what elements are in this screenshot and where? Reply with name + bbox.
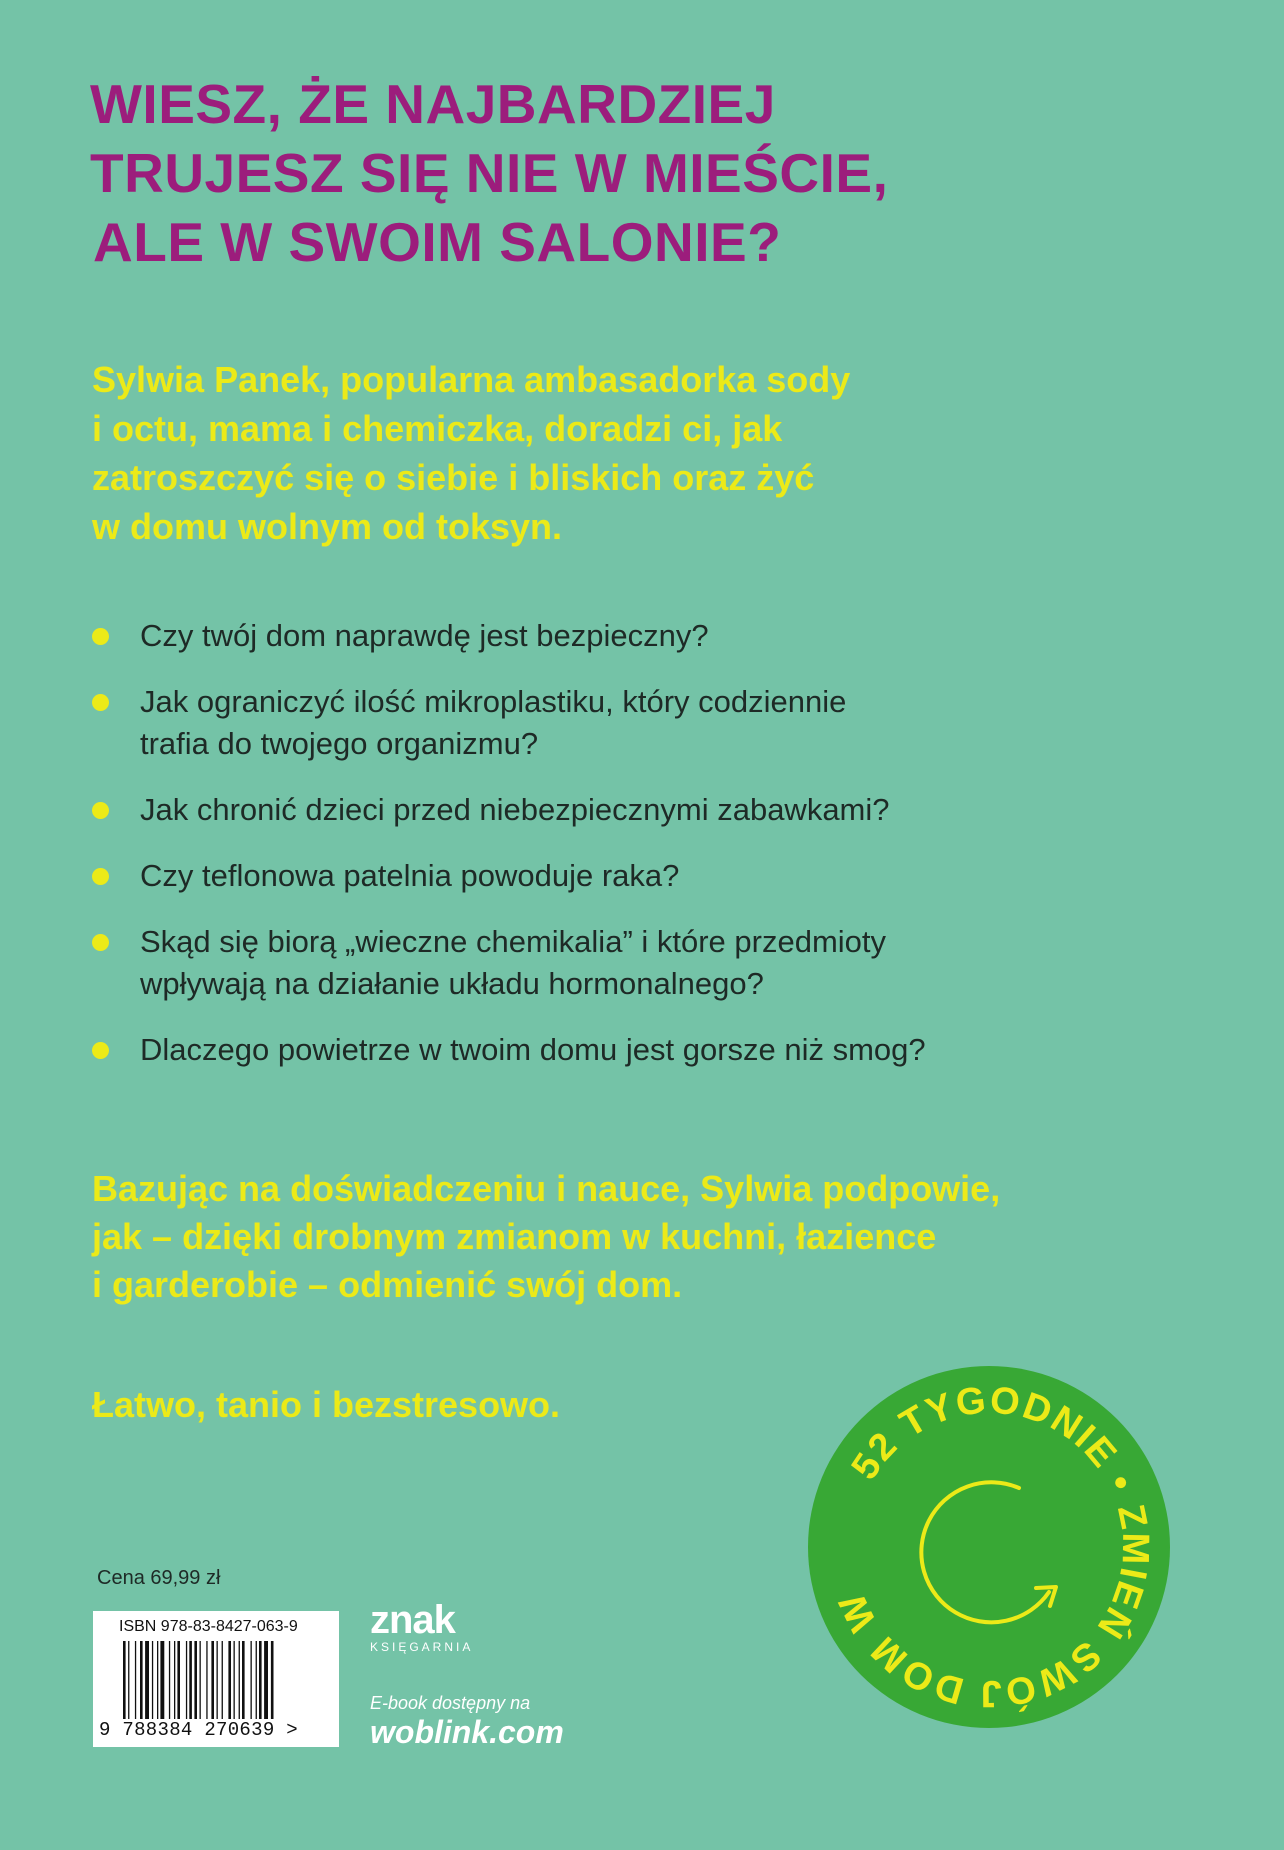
publisher-name: znak: [370, 1598, 455, 1642]
bullet-dot-icon: [92, 1042, 109, 1059]
barcode: [93, 1611, 339, 1747]
barcode-bars: [123, 1641, 313, 1719]
question-item: [92, 681, 1222, 765]
question-item: [92, 855, 1222, 897]
question-item: [92, 789, 1222, 831]
intro-paragraph: [92, 355, 1212, 551]
question-line: Czy teflonowa patelnia powoduje raka?: [140, 858, 680, 893]
question-list: [92, 615, 1222, 1095]
headline-line-2: TRUJESZ SIĘ NIE W MIEŚCIE,: [90, 142, 889, 204]
ebook-brand-logo: woblink.com: [370, 1714, 564, 1750]
question-line: Jak ograniczyć ilość mikroplastiku, który codziennie: [140, 684, 847, 719]
closing-paragraph: [92, 1165, 1212, 1309]
intro-line: i octu, mama i chemiczka, doradzi ci, jak: [92, 408, 783, 449]
headline-line-3: ALE W SWOIM SALONIE?: [93, 211, 782, 273]
bullet-dot-icon: [92, 694, 109, 711]
bullet-dot-icon: [92, 934, 109, 951]
question-line: wpływają na działanie układu hormonalnego?: [140, 966, 764, 1001]
publisher-logo: [370, 1598, 473, 1654]
closing-line: i garderobie – odmienić swój dom.: [92, 1264, 683, 1305]
intro-line: Sylwia Panek, popularna ambasadorka sody: [92, 359, 851, 400]
question-line: trafia do twojego organizmu?: [140, 726, 539, 761]
question-line: Jak chronić dzieci przed niebezpiecznymi zabawkami?: [140, 792, 890, 827]
intro-line: zatroszczyć się o siebie i bliskich oraz żyć: [92, 457, 815, 498]
closing-line: jak – dzięki drobnym zmianom w kuchni, łazience: [92, 1216, 937, 1257]
badge-text: 52 TYGODNIE • ZMIEŃ SWÓJ DOM W: [830, 1379, 1157, 1715]
intro-line: w domu wolnym od toksyn.: [92, 506, 563, 547]
question-item: [92, 1029, 1222, 1071]
slogan: Łatwo, tanio i bezstresowo.: [92, 1384, 561, 1425]
headline-line-1: WIESZ, ŻE NAJBARDZIEJ: [90, 73, 776, 135]
question-item: [92, 615, 1222, 657]
question-line: Skąd się biorą „wieczne chemikalia” i które przedmioty: [140, 924, 887, 959]
isbn-label: ISBN 978-83-8427-063-9: [119, 1618, 298, 1635]
barcode-digits: 9 788384 270639 >: [99, 1719, 298, 1741]
bullet-dot-icon: [92, 628, 109, 645]
question-item: [92, 921, 1222, 1005]
bullet-dot-icon: [92, 868, 109, 885]
price-label: Cena 69,99 zł: [97, 1567, 221, 1589]
question-line: Czy twój dom naprawdę jest bezpieczny?: [140, 618, 709, 653]
closing-line: Bazując na doświadczeniu i nauce, Sylwia podpowie,: [92, 1168, 1001, 1209]
headline: [90, 70, 1210, 277]
bullet-dot-icon: [92, 802, 109, 819]
ebook-note: E-book dostępny na: [370, 1693, 531, 1713]
question-line: Dlaczego powietrze w twoim domu jest gorsze niż smog?: [140, 1032, 926, 1067]
circular-badge: [804, 1362, 1174, 1732]
publisher-subtitle: KSIĘGARNIA: [370, 1640, 474, 1654]
